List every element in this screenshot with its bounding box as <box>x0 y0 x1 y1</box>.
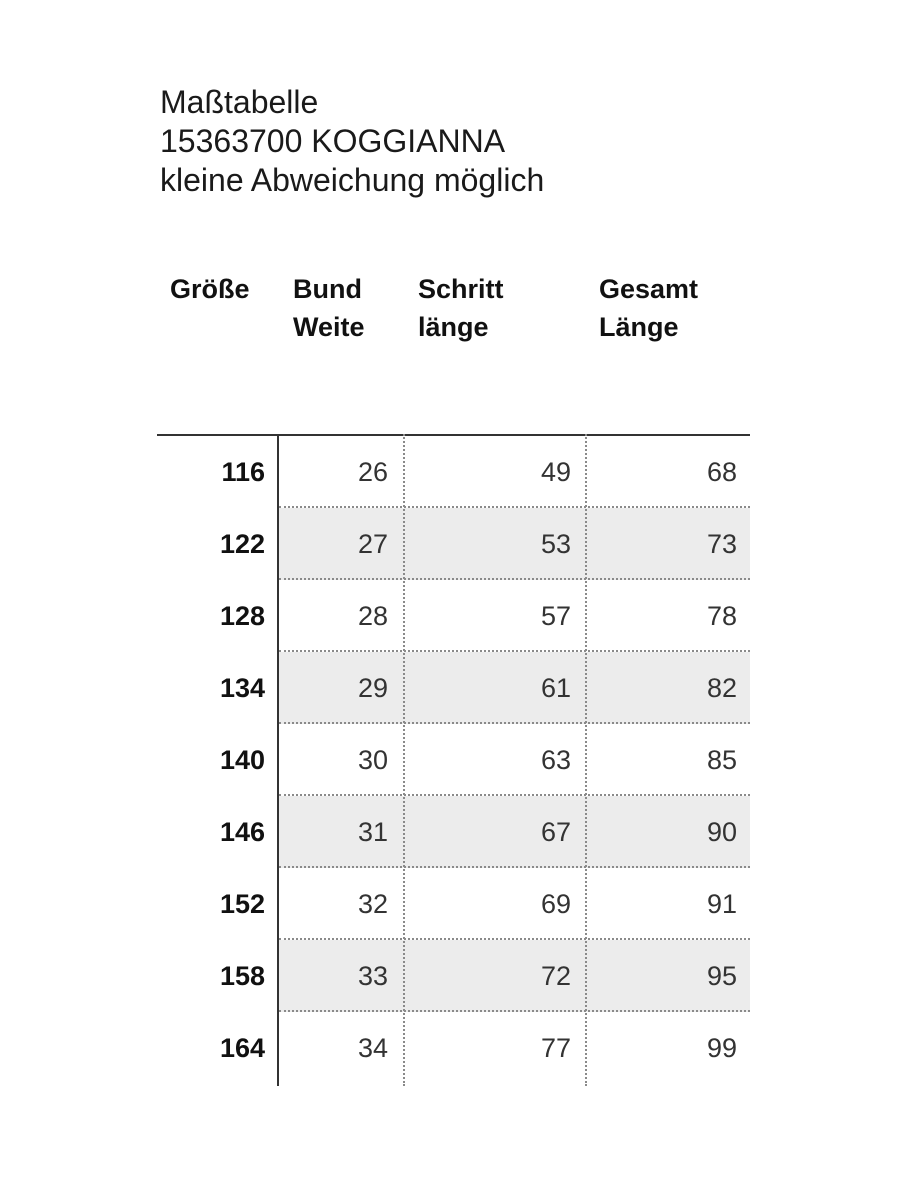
inseam-cell: 49 <box>540 457 571 487</box>
inseam-cell: 67 <box>540 817 571 847</box>
waist-cell: 33 <box>357 961 388 991</box>
size-cell: 164 <box>219 1033 265 1063</box>
total-length-cell: 78 <box>706 601 737 631</box>
total-length-cell: 95 <box>706 961 737 991</box>
waist-cell: 28 <box>357 601 388 631</box>
column-header-total-length-line-1: Gesamt <box>599 274 699 304</box>
waist-cell: 26 <box>357 457 388 487</box>
waist-cell: 30 <box>357 745 388 775</box>
total-length-cell: 91 <box>706 889 737 919</box>
size-cell: 128 <box>219 601 265 631</box>
size-column-rule <box>277 434 279 1086</box>
column-header-inseam-line-1: Schritt <box>418 274 504 304</box>
inseam-cell: 63 <box>540 745 571 775</box>
inseam-cell: 77 <box>540 1033 571 1063</box>
total-length-cell: 99 <box>706 1033 737 1063</box>
table-row <box>157 868 750 940</box>
size-cell: 152 <box>219 889 265 919</box>
table-row <box>157 796 750 868</box>
inseam-cell: 53 <box>540 529 571 559</box>
table-row <box>157 724 750 796</box>
column-header-inseam-line-2: länge <box>418 312 489 342</box>
inseam-cell: 61 <box>540 673 571 703</box>
column-header-total-length-line-2: Länge <box>599 312 679 342</box>
waist-cell: 27 <box>357 529 388 559</box>
size-cell: 158 <box>219 961 265 991</box>
inseam-cell: 57 <box>540 601 571 631</box>
table-row <box>157 652 750 724</box>
table-row <box>157 436 750 508</box>
column-header-total-length <box>599 270 698 346</box>
column-divider-dotted <box>585 434 587 1086</box>
size-cell: 122 <box>219 529 265 559</box>
document-header <box>160 83 544 200</box>
inseam-cell: 69 <box>540 889 571 919</box>
deviation-note: kleine Abweichung möglich <box>160 162 545 198</box>
waist-cell: 31 <box>357 817 388 847</box>
table-row <box>157 1012 750 1084</box>
table-row <box>157 940 750 1012</box>
document-title: Maßtabelle <box>160 84 319 120</box>
column-header-inseam <box>418 270 504 346</box>
column-header-size-line-1: Größe <box>170 274 250 304</box>
size-cell: 116 <box>221 457 265 487</box>
article-number: 15363700 KOGGIANNA <box>160 123 506 159</box>
column-header-waist <box>293 270 365 346</box>
total-length-cell: 73 <box>706 529 737 559</box>
size-cell: 134 <box>219 673 265 703</box>
inseam-cell: 72 <box>540 961 571 991</box>
waist-cell: 32 <box>357 889 388 919</box>
column-divider-dotted <box>403 434 405 1086</box>
total-length-cell: 90 <box>706 817 737 847</box>
column-header-size <box>170 270 250 308</box>
size-cell: 140 <box>219 745 265 775</box>
total-length-cell: 68 <box>706 457 737 487</box>
table-row <box>157 508 750 580</box>
table-row <box>157 580 750 652</box>
size-table <box>157 434 750 1086</box>
size-cell: 146 <box>219 817 265 847</box>
column-header-waist-line-1: Bund <box>293 274 362 304</box>
waist-cell: 34 <box>357 1033 388 1063</box>
column-header-waist-line-2: Weite <box>293 312 365 342</box>
total-length-cell: 85 <box>706 745 737 775</box>
total-length-cell: 82 <box>706 673 737 703</box>
waist-cell: 29 <box>357 673 388 703</box>
